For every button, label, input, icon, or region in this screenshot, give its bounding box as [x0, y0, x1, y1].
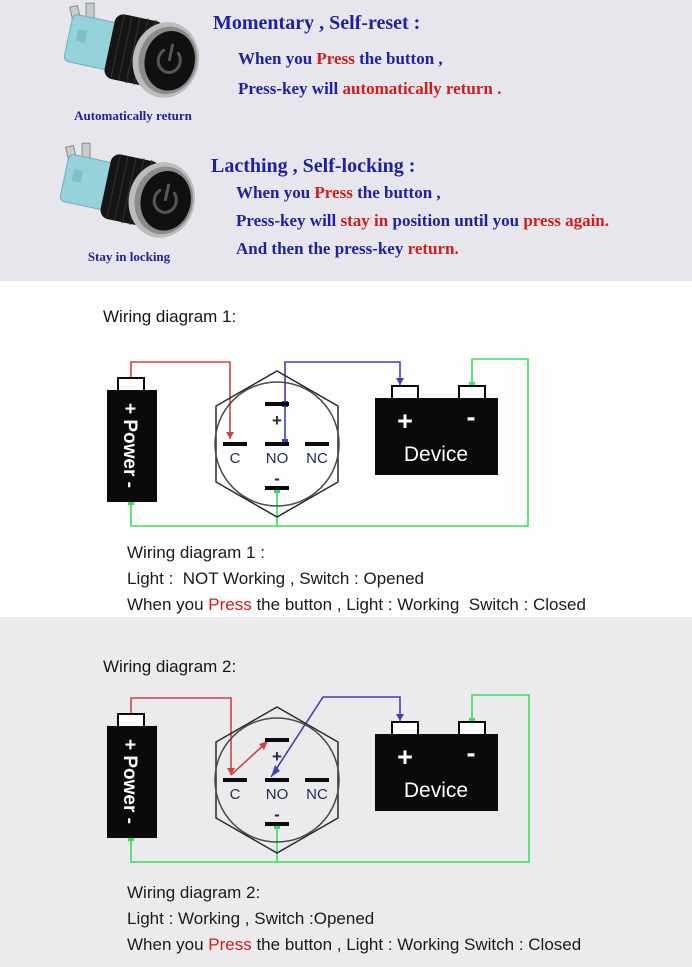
text-segment: Wiring diagram 2:: [127, 883, 261, 902]
text-segment: Press: [208, 595, 252, 614]
momentary-button-photo: [38, 2, 218, 108]
text-segment: Light : Working , Switch :Opened: [127, 909, 375, 928]
text-segment: press again.: [523, 211, 609, 230]
text-segment: the button , Light : Working Switch : Closed: [251, 595, 586, 614]
momentary-title: Momentary , Self-reset :: [213, 12, 421, 34]
device-minus-label: -: [466, 738, 476, 768]
text-segment: position until you: [388, 211, 524, 230]
section-button-types: [0, 0, 692, 281]
latching-photo-caption: Stay in locking: [87, 249, 171, 264]
device-terminal-nub-minus: [459, 386, 485, 399]
text-segment: the button ,: [354, 49, 443, 68]
text-segment: Wiring diagram 1 :: [127, 543, 265, 562]
power-label: + Power -: [119, 403, 140, 488]
red-arrowhead: [226, 432, 234, 439]
power-terminal-nub: [118, 714, 144, 727]
device-terminal-nub-plus: [392, 386, 418, 399]
device-label: Device: [403, 443, 469, 466]
latching-title: Lacthing , Self-locking :: [211, 155, 416, 177]
device-terminal-nub-plus: [392, 722, 418, 735]
diagram2-caption-1: [127, 883, 260, 903]
led-minus-label: -: [274, 805, 280, 824]
c-terminal-label: C: [229, 786, 241, 803]
section-wiring-diagram-1: [0, 281, 692, 617]
power-terminal-nub: [118, 378, 144, 391]
section-wiring-diagram-2: [0, 617, 692, 967]
momentary-line-2: [238, 79, 501, 99]
led-minus-label: -: [274, 469, 280, 488]
diagram2-caption-3: [127, 935, 581, 955]
text-segment: Press-key will: [238, 79, 343, 98]
diagram1-caption-1: [127, 543, 265, 563]
blue-arrowhead: [396, 378, 404, 385]
text-segment: When you: [238, 49, 317, 68]
no-terminal-label: NO: [265, 786, 289, 803]
text-segment: When you: [127, 935, 209, 954]
text-segment: automatically return: [342, 79, 493, 98]
device-minus-label: -: [466, 402, 476, 432]
device-terminal-nub-minus: [459, 722, 485, 735]
text-segment: And then the press-key: [236, 239, 408, 258]
device-label: Device: [403, 779, 469, 802]
diagram2-caption-2: [127, 909, 374, 929]
momentary-line-1: [238, 49, 443, 69]
text-segment: the button ,: [352, 183, 441, 202]
wiring-diagram-2: [0, 677, 692, 877]
text-segment: Press: [208, 935, 252, 954]
text-segment: When you: [127, 595, 209, 614]
no-terminal-label: NO: [265, 450, 289, 467]
device-plus-label: +: [397, 406, 413, 436]
latching-button-photo: [34, 142, 214, 248]
power-label: + Power -: [119, 739, 140, 824]
blue-arrowhead: [396, 714, 404, 721]
text-segment: Press-key will: [236, 211, 341, 230]
diagram1-heading: Wiring diagram 1:: [103, 307, 237, 326]
text-segment: the button , Light : Working Switch : Closed: [251, 935, 582, 954]
text-segment: Light : NOT Working , Switch : Opened: [127, 569, 425, 588]
device-plus-label: +: [397, 742, 413, 772]
text-segment: stay in: [340, 211, 389, 230]
blue-arrowhead: [271, 765, 280, 777]
latching-line-1: [236, 183, 441, 203]
led-plus-label: +: [272, 411, 282, 430]
latching-line-2: [236, 211, 609, 231]
diagram2-heading: Wiring diagram 2:: [103, 657, 237, 676]
text-segment: return.: [407, 239, 459, 258]
led-plus-label: +: [272, 747, 282, 766]
text-segment: Press: [314, 183, 353, 202]
text-segment: .: [492, 79, 502, 98]
c-terminal-label: C: [229, 450, 241, 467]
wiring-diagram-1: [0, 341, 692, 541]
text-segment: Press: [316, 49, 355, 68]
diagram1-caption-3: [127, 595, 586, 615]
nc-terminal-label: NC: [306, 786, 328, 803]
latching-line-3: [236, 239, 459, 259]
momentary-photo-caption: Automatically return: [74, 108, 192, 123]
diagram1-caption-2: [127, 569, 424, 589]
nc-terminal-label: NC: [306, 450, 328, 467]
text-segment: When you: [236, 183, 315, 202]
